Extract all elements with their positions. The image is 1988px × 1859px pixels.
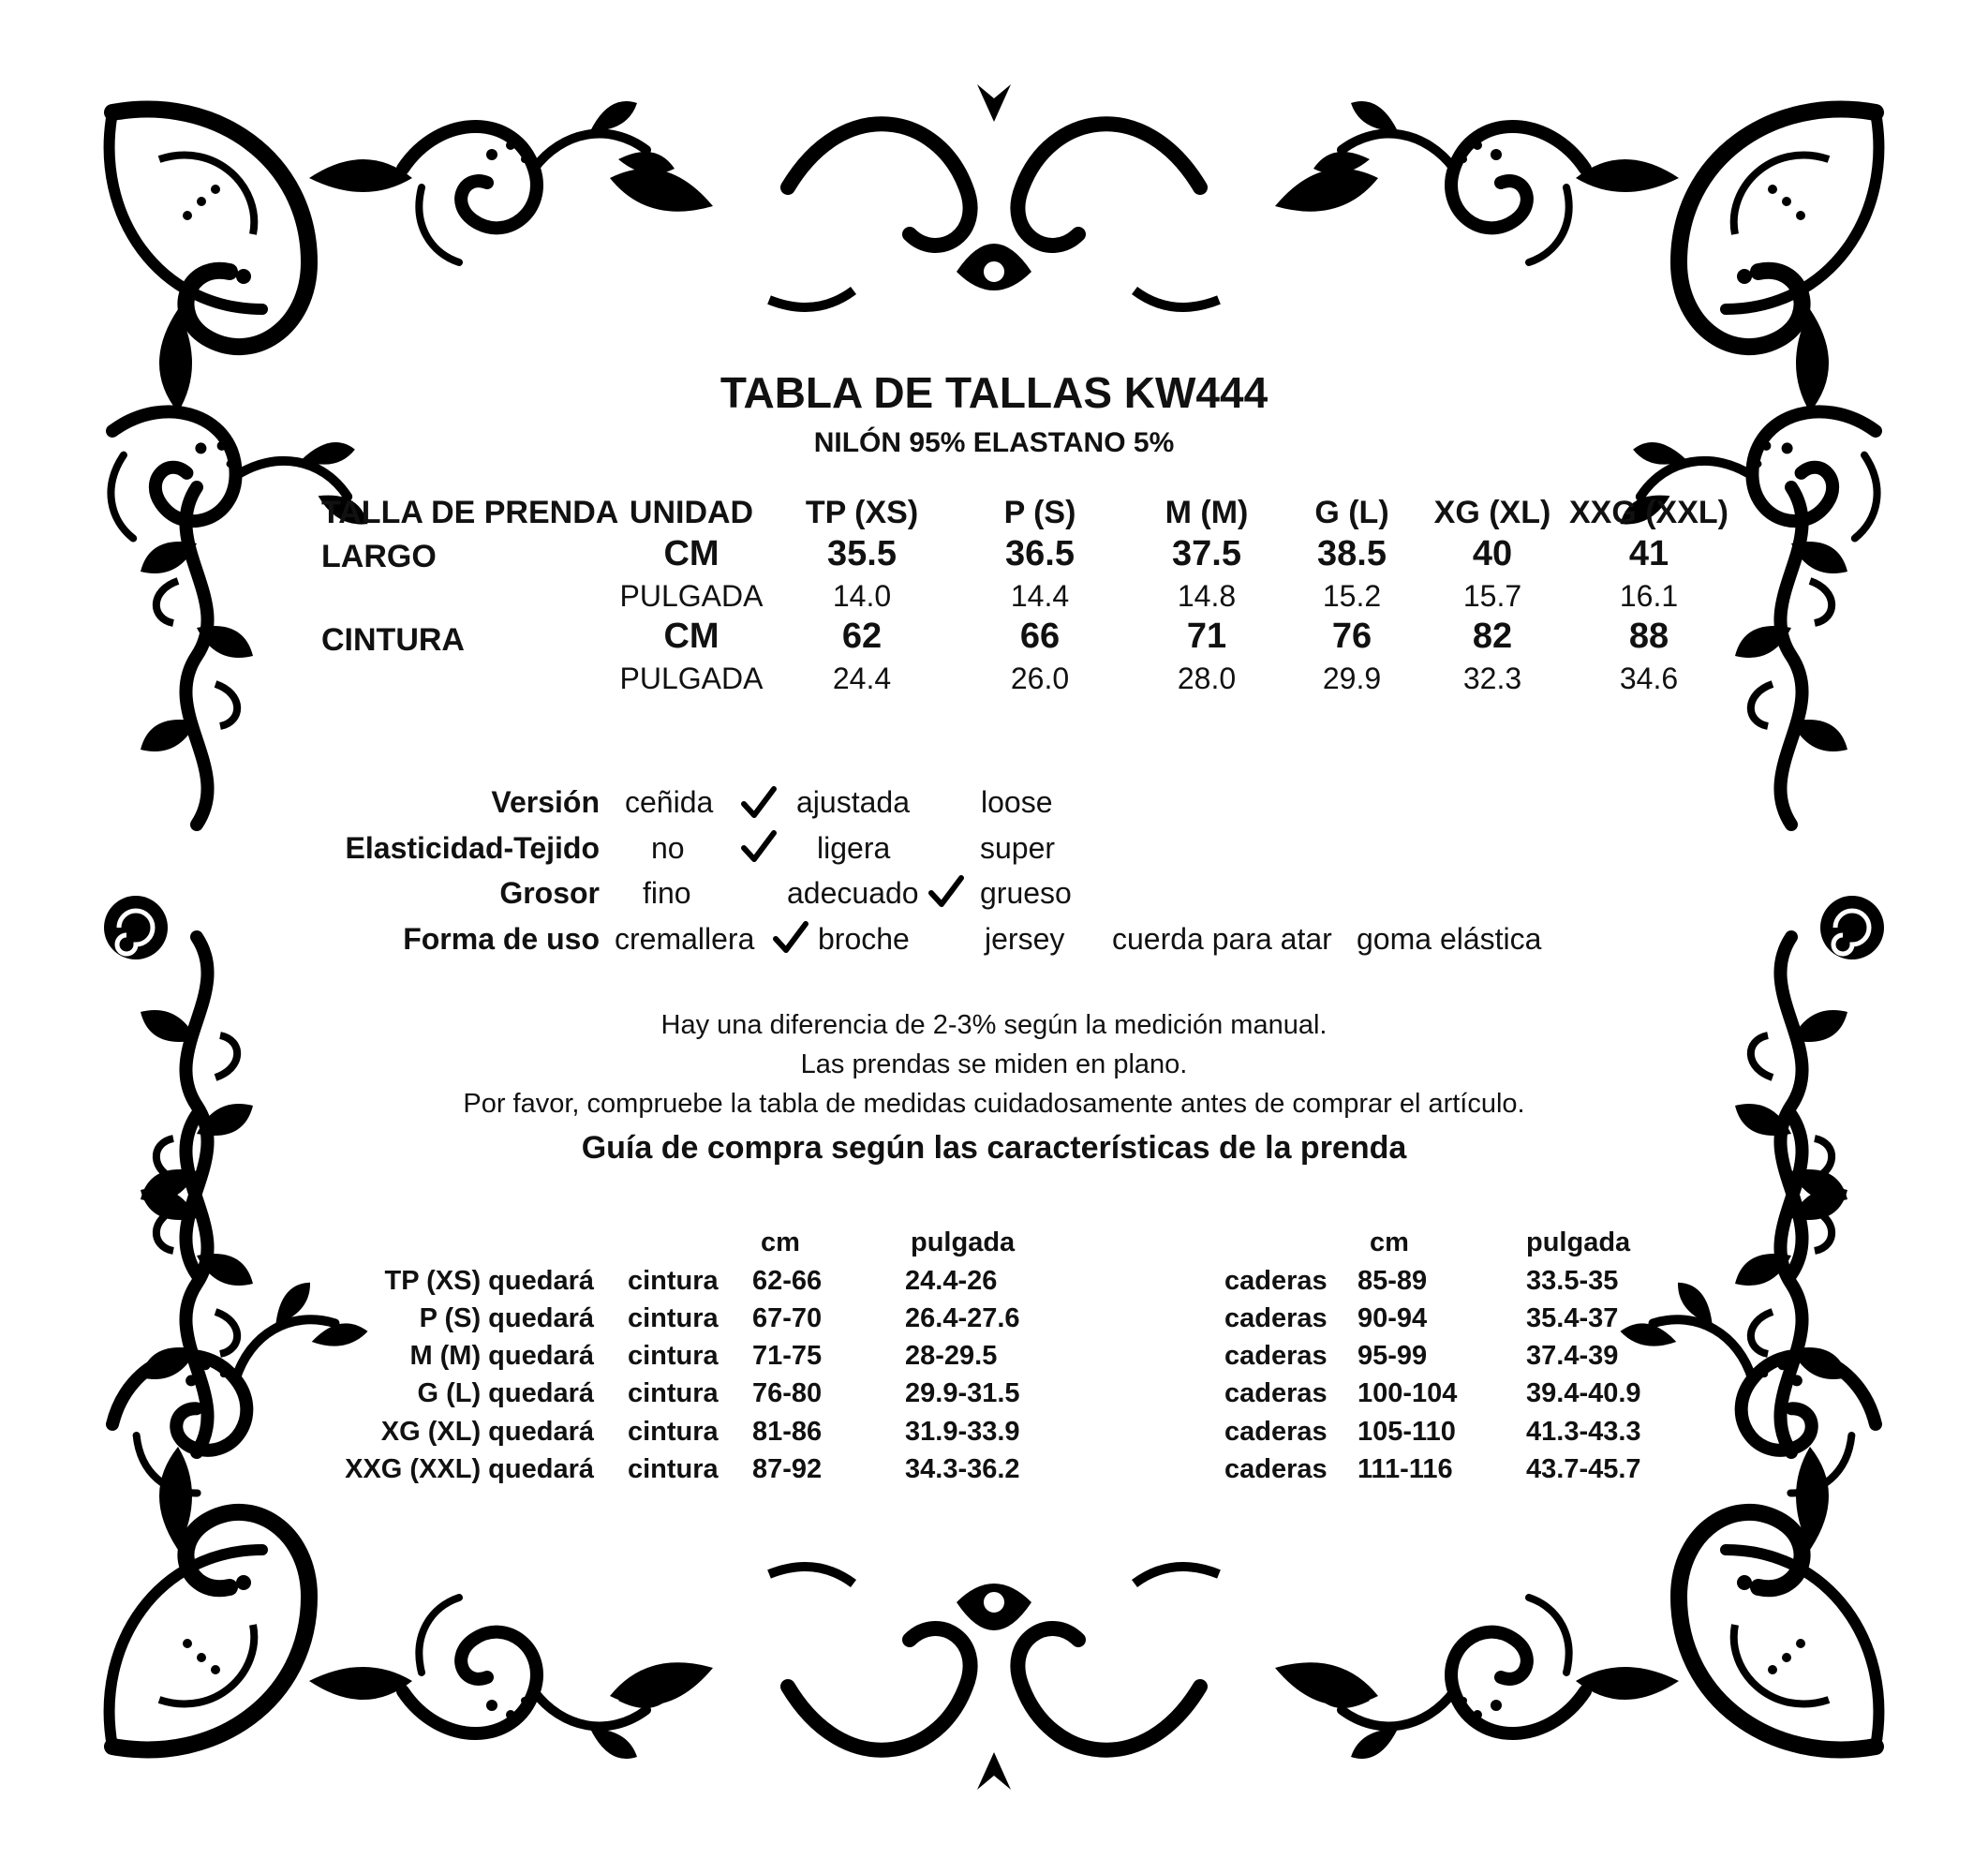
- waist-cm-xs: 62: [841, 617, 883, 656]
- guide-hips-in: 37.4-39: [1526, 1341, 1619, 1371]
- guide-hips-label: caderas: [1224, 1341, 1328, 1371]
- guide-waist-in: 31.9-33.9: [905, 1417, 1020, 1447]
- guide-hips-in: 43.7-45.7: [1526, 1454, 1641, 1484]
- option-goma-elastica: goma elástica: [1357, 922, 1542, 956]
- unit-cm: CM: [663, 534, 720, 573]
- guide-hips-cm: 90-94: [1357, 1303, 1428, 1333]
- guide-waist-in: 34.3-36.2: [905, 1454, 1020, 1484]
- option-super: super: [980, 831, 1056, 865]
- option-cuerda-para-atar: cuerda para atar: [1112, 922, 1332, 956]
- length-in-xl: 15.7: [1462, 579, 1522, 613]
- guide-title: Guía de compra según las características de la prenda: [581, 1130, 1407, 1166]
- guide-hips-label: caderas: [1224, 1417, 1328, 1447]
- header-garment-size: TALLA DE PRENDA: [321, 495, 619, 530]
- header-size-xs: TP (XS): [805, 495, 919, 530]
- header-size-xxl: XXG (XXL): [1568, 495, 1729, 530]
- guide-waist-cm: 67-70: [752, 1303, 823, 1333]
- feature-label-version: Versión: [491, 785, 600, 819]
- guide-size: P (S) quedará: [419, 1303, 594, 1333]
- guide-hips-label: caderas: [1224, 1266, 1328, 1296]
- length-in-xxl: 16.1: [1619, 579, 1679, 613]
- guide-hips-label: caderas: [1224, 1303, 1328, 1333]
- option-cenida: ceñida: [625, 785, 714, 819]
- guide-waist-in: 26.4-27.6: [905, 1303, 1020, 1333]
- guide-col-inch: pulgada: [1526, 1227, 1631, 1257]
- option-adecuado: adecuado: [787, 876, 919, 910]
- guide-waist-label: cintura: [628, 1303, 719, 1333]
- length-cm-m: 37.5: [1172, 534, 1241, 573]
- guide-hips-in: 35.4-37: [1526, 1303, 1619, 1333]
- guide-col-cm: cm: [761, 1227, 800, 1257]
- length-cm-xl: 40: [1472, 534, 1513, 573]
- row-label-waist: CINTURA: [321, 622, 465, 658]
- waist-cm-xl: 82: [1472, 617, 1513, 656]
- guide-hips-cm: 85-89: [1357, 1266, 1428, 1296]
- option-ligera: ligera: [817, 831, 891, 865]
- guide-waist-label: cintura: [628, 1266, 719, 1296]
- note-measured-flat: Las prendas se miden en plano.: [800, 1049, 1188, 1079]
- header-size-m: M (M): [1165, 495, 1249, 530]
- option-grueso: grueso: [980, 876, 1072, 910]
- option-no: no: [651, 831, 685, 865]
- length-in-m: 14.8: [1177, 579, 1237, 613]
- option-broche: broche: [818, 922, 910, 956]
- option-ajustada: ajustada: [796, 785, 910, 819]
- waist-cm-m: 71: [1186, 617, 1227, 656]
- option-fino: fino: [643, 876, 691, 910]
- checkmark-icon: [772, 920, 809, 956]
- length-in-s: 14.4: [1010, 579, 1070, 613]
- option-jersey: jersey: [985, 922, 1065, 956]
- guide-waist-label: cintura: [628, 1454, 719, 1484]
- guide-size: XG (XL) quedará: [380, 1417, 594, 1447]
- guide-waist-cm: 62-66: [752, 1266, 823, 1296]
- waist-in-xs: 24.4: [832, 662, 892, 695]
- option-cremallera: cremallera: [615, 922, 755, 956]
- guide-hips-in: 33.5-35: [1526, 1266, 1619, 1296]
- waist-cm-xxl: 88: [1628, 617, 1669, 656]
- option-loose: loose: [981, 785, 1053, 819]
- guide-waist-in: 24.4-26: [905, 1266, 998, 1296]
- guide-col-cm: cm: [1370, 1227, 1409, 1257]
- guide-waist-in: 28-29.5: [905, 1341, 998, 1371]
- length-cm-xs: 35.5: [827, 534, 897, 573]
- guide-hips-cm: 95-99: [1357, 1341, 1428, 1371]
- length-cm-xxl: 41: [1628, 534, 1669, 573]
- checkmark-icon: [740, 829, 778, 865]
- waist-in-xl: 32.3: [1462, 662, 1522, 695]
- header-size-s: P (S): [1003, 495, 1076, 530]
- guide-size: M (M) quedará: [409, 1341, 594, 1371]
- guide-size: TP (XS) quedará: [384, 1266, 594, 1296]
- waist-cm-l: 76: [1331, 617, 1372, 656]
- guide-hips-label: caderas: [1224, 1378, 1328, 1408]
- length-in-xs: 14.0: [832, 579, 892, 613]
- guide-waist-label: cintura: [628, 1341, 719, 1371]
- guide-size: G (L) quedará: [417, 1378, 594, 1408]
- unit-inch: PULGADA: [619, 662, 764, 695]
- guide-waist-label: cintura: [628, 1417, 719, 1447]
- header-unit: UNIDAD: [629, 495, 754, 530]
- length-in-l: 15.2: [1322, 579, 1382, 613]
- waist-cm-s: 66: [1019, 617, 1061, 656]
- waist-in-l: 29.9: [1322, 662, 1382, 695]
- guide-waist-label: cintura: [628, 1378, 719, 1408]
- unit-cm: CM: [663, 617, 720, 656]
- guide-size: XXG (XXL) quedará: [345, 1454, 594, 1484]
- header-size-xl: XG (XL): [1433, 495, 1551, 530]
- feature-label-elasticity: Elasticidad-Tejido: [345, 831, 600, 865]
- length-cm-l: 38.5: [1317, 534, 1387, 573]
- guide-hips-in: 39.4-40.9: [1526, 1378, 1641, 1408]
- note-check-table: Por favor, compruebe la tabla de medidas cuidadosamente antes de comprar el artículo.: [463, 1089, 1525, 1119]
- guide-hips-cm: 105-110: [1357, 1417, 1456, 1447]
- guide-waist-cm: 76-80: [752, 1378, 823, 1408]
- page-title: TABLA DE TALLAS KW444: [720, 368, 1268, 417]
- guide-hips-in: 41.3-43.3: [1526, 1417, 1641, 1447]
- guide-hips-label: caderas: [1224, 1454, 1328, 1484]
- feature-label-thickness: Grosor: [499, 876, 600, 910]
- note-measurement-difference: Hay una diferencia de 2-3% según la medición manual.: [660, 1010, 1328, 1040]
- waist-in-xxl: 34.6: [1619, 662, 1679, 695]
- guide-col-inch: pulgada: [911, 1227, 1016, 1257]
- guide-waist-cm: 81-86: [752, 1417, 823, 1447]
- waist-in-s: 26.0: [1010, 662, 1070, 695]
- row-label-length: LARGO: [321, 539, 437, 574]
- fabric-composition: NILÓN 95% ELASTANO 5%: [813, 427, 1175, 458]
- guide-waist-cm: 87-92: [752, 1454, 823, 1484]
- guide-waist-cm: 71-75: [752, 1341, 823, 1371]
- checkmark-icon: [740, 785, 778, 821]
- length-cm-s: 36.5: [1005, 534, 1075, 573]
- feature-label-closure: Forma de uso: [403, 922, 600, 956]
- guide-hips-cm: 100-104: [1357, 1378, 1458, 1408]
- waist-in-m: 28.0: [1177, 662, 1237, 695]
- guide-hips-cm: 111-116: [1357, 1454, 1453, 1484]
- checkmark-icon: [927, 874, 965, 910]
- unit-inch: PULGADA: [619, 579, 764, 613]
- header-size-l: G (L): [1314, 495, 1389, 530]
- guide-waist-in: 29.9-31.5: [905, 1378, 1020, 1408]
